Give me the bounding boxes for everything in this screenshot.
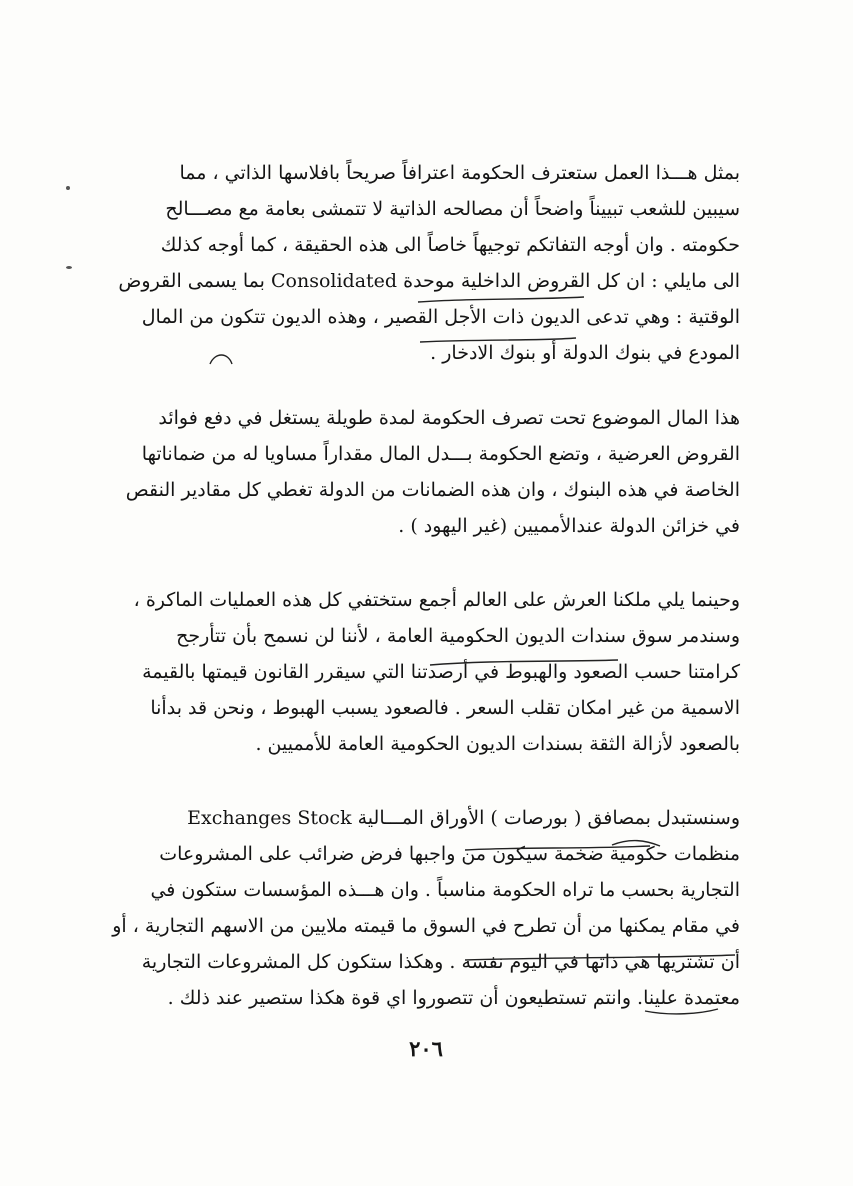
text-line: وحينما يلي ملكنا العرش على العالم أجمع ستختفي كل هذه العمليات الماكرة ، bbox=[133, 589, 740, 611]
text-line: التجارية بحسب ما تراه الحكومة مناسباً . وان هـــذه المؤسسات ستكون في bbox=[150, 879, 740, 901]
margin-speck bbox=[66, 186, 70, 190]
text-line: حكومته . وان أوجه التفاتكم توجيهاً خاصاً الى هذه الحقيقة ، كما أوجه كذلك bbox=[160, 234, 740, 256]
text-line: القروض العرضية ، وتضع الحكومة بـــدل المال مقداراً مساويا له من ضماناتها bbox=[141, 443, 740, 465]
text-line: بالصعود لأزالة الثقة بسندات الديون الحكومية العامة للأمميين . bbox=[255, 733, 740, 755]
text-line: كرامتنا حسب الصعود والهبوط في أرصدتنا التي سيقرر القانون قيمتها بالقيمة bbox=[142, 661, 740, 683]
text-line: الخاصة في هذه البنوك ، وان هذه الضمانات من الدولة تغطي كل مقادير النقص bbox=[125, 479, 740, 501]
text-line: وسندمر سوق سندات الديون الحكومية العامة ، لأننا لن نسمح بأن تتأرجح bbox=[176, 625, 740, 647]
text-line: الى مايلي : ان كل القروض الداخلية موحدة Consolidated بما يسمى القروض bbox=[118, 270, 740, 292]
text-line: معتمدة علينا. وانتم تستطيعون أن تتصوروا اي قوة هكذا ستصير عند ذلك . bbox=[167, 987, 740, 1009]
paragraph-3 bbox=[133, 582, 740, 762]
paragraph-1 bbox=[118, 155, 740, 371]
text-line: هذا المال الموضوع تحت تصرف الحكومة لمدة طويلة يستغل في دفع فوائد bbox=[158, 407, 740, 429]
text-line: في خزائن الدولة عندالأمميين (غير اليهود ) . bbox=[398, 515, 740, 537]
page-number: ٢٠٦ bbox=[409, 1036, 443, 1061]
text-line: الوقتية : وهي تدعى الديون ذات الأجل القصير ، وهذه الديون تتكون من المال bbox=[141, 306, 740, 328]
paragraph-4 bbox=[112, 800, 740, 1016]
text-line: الاسمية من غير امكان تقلب السعر . فالصعود يسبب الهبوط ، ونحن قد بدأنا bbox=[150, 697, 740, 719]
paragraph-2 bbox=[125, 400, 740, 544]
text-line: أن تشتريها هي ذاتها في اليوم نفسه . وهكذا ستكون كل المشروعات التجارية bbox=[141, 951, 740, 973]
text-line: بمثل هـــذا العمل ستعترف الحكومة اعترافاً صريحاً بافلاسها الذاتي ، مما bbox=[179, 162, 740, 184]
text-line: في مقام يمكنها من أن تطرح في السوق ما قيمته ملايين من الاسهم التجارية ، أو bbox=[112, 915, 740, 937]
text-line: منظمات حكومية ضخمة سيكون من واجبها فرض ضرائب على المشروعات bbox=[159, 843, 740, 865]
margin-speck bbox=[66, 266, 72, 269]
text-line: سيبين للشعب تبييناً واضحاً أن مصالحه الذاتية لا تتمشى بعامة مع مصـــالح bbox=[165, 198, 740, 220]
text-line: المودع في بنوك الدولة أو بنوك الادخار . bbox=[430, 342, 740, 364]
text-line: وسنستبدل بمصافق ( بورصات ) الأوراق المـــالية Exchanges Stock bbox=[187, 807, 740, 829]
